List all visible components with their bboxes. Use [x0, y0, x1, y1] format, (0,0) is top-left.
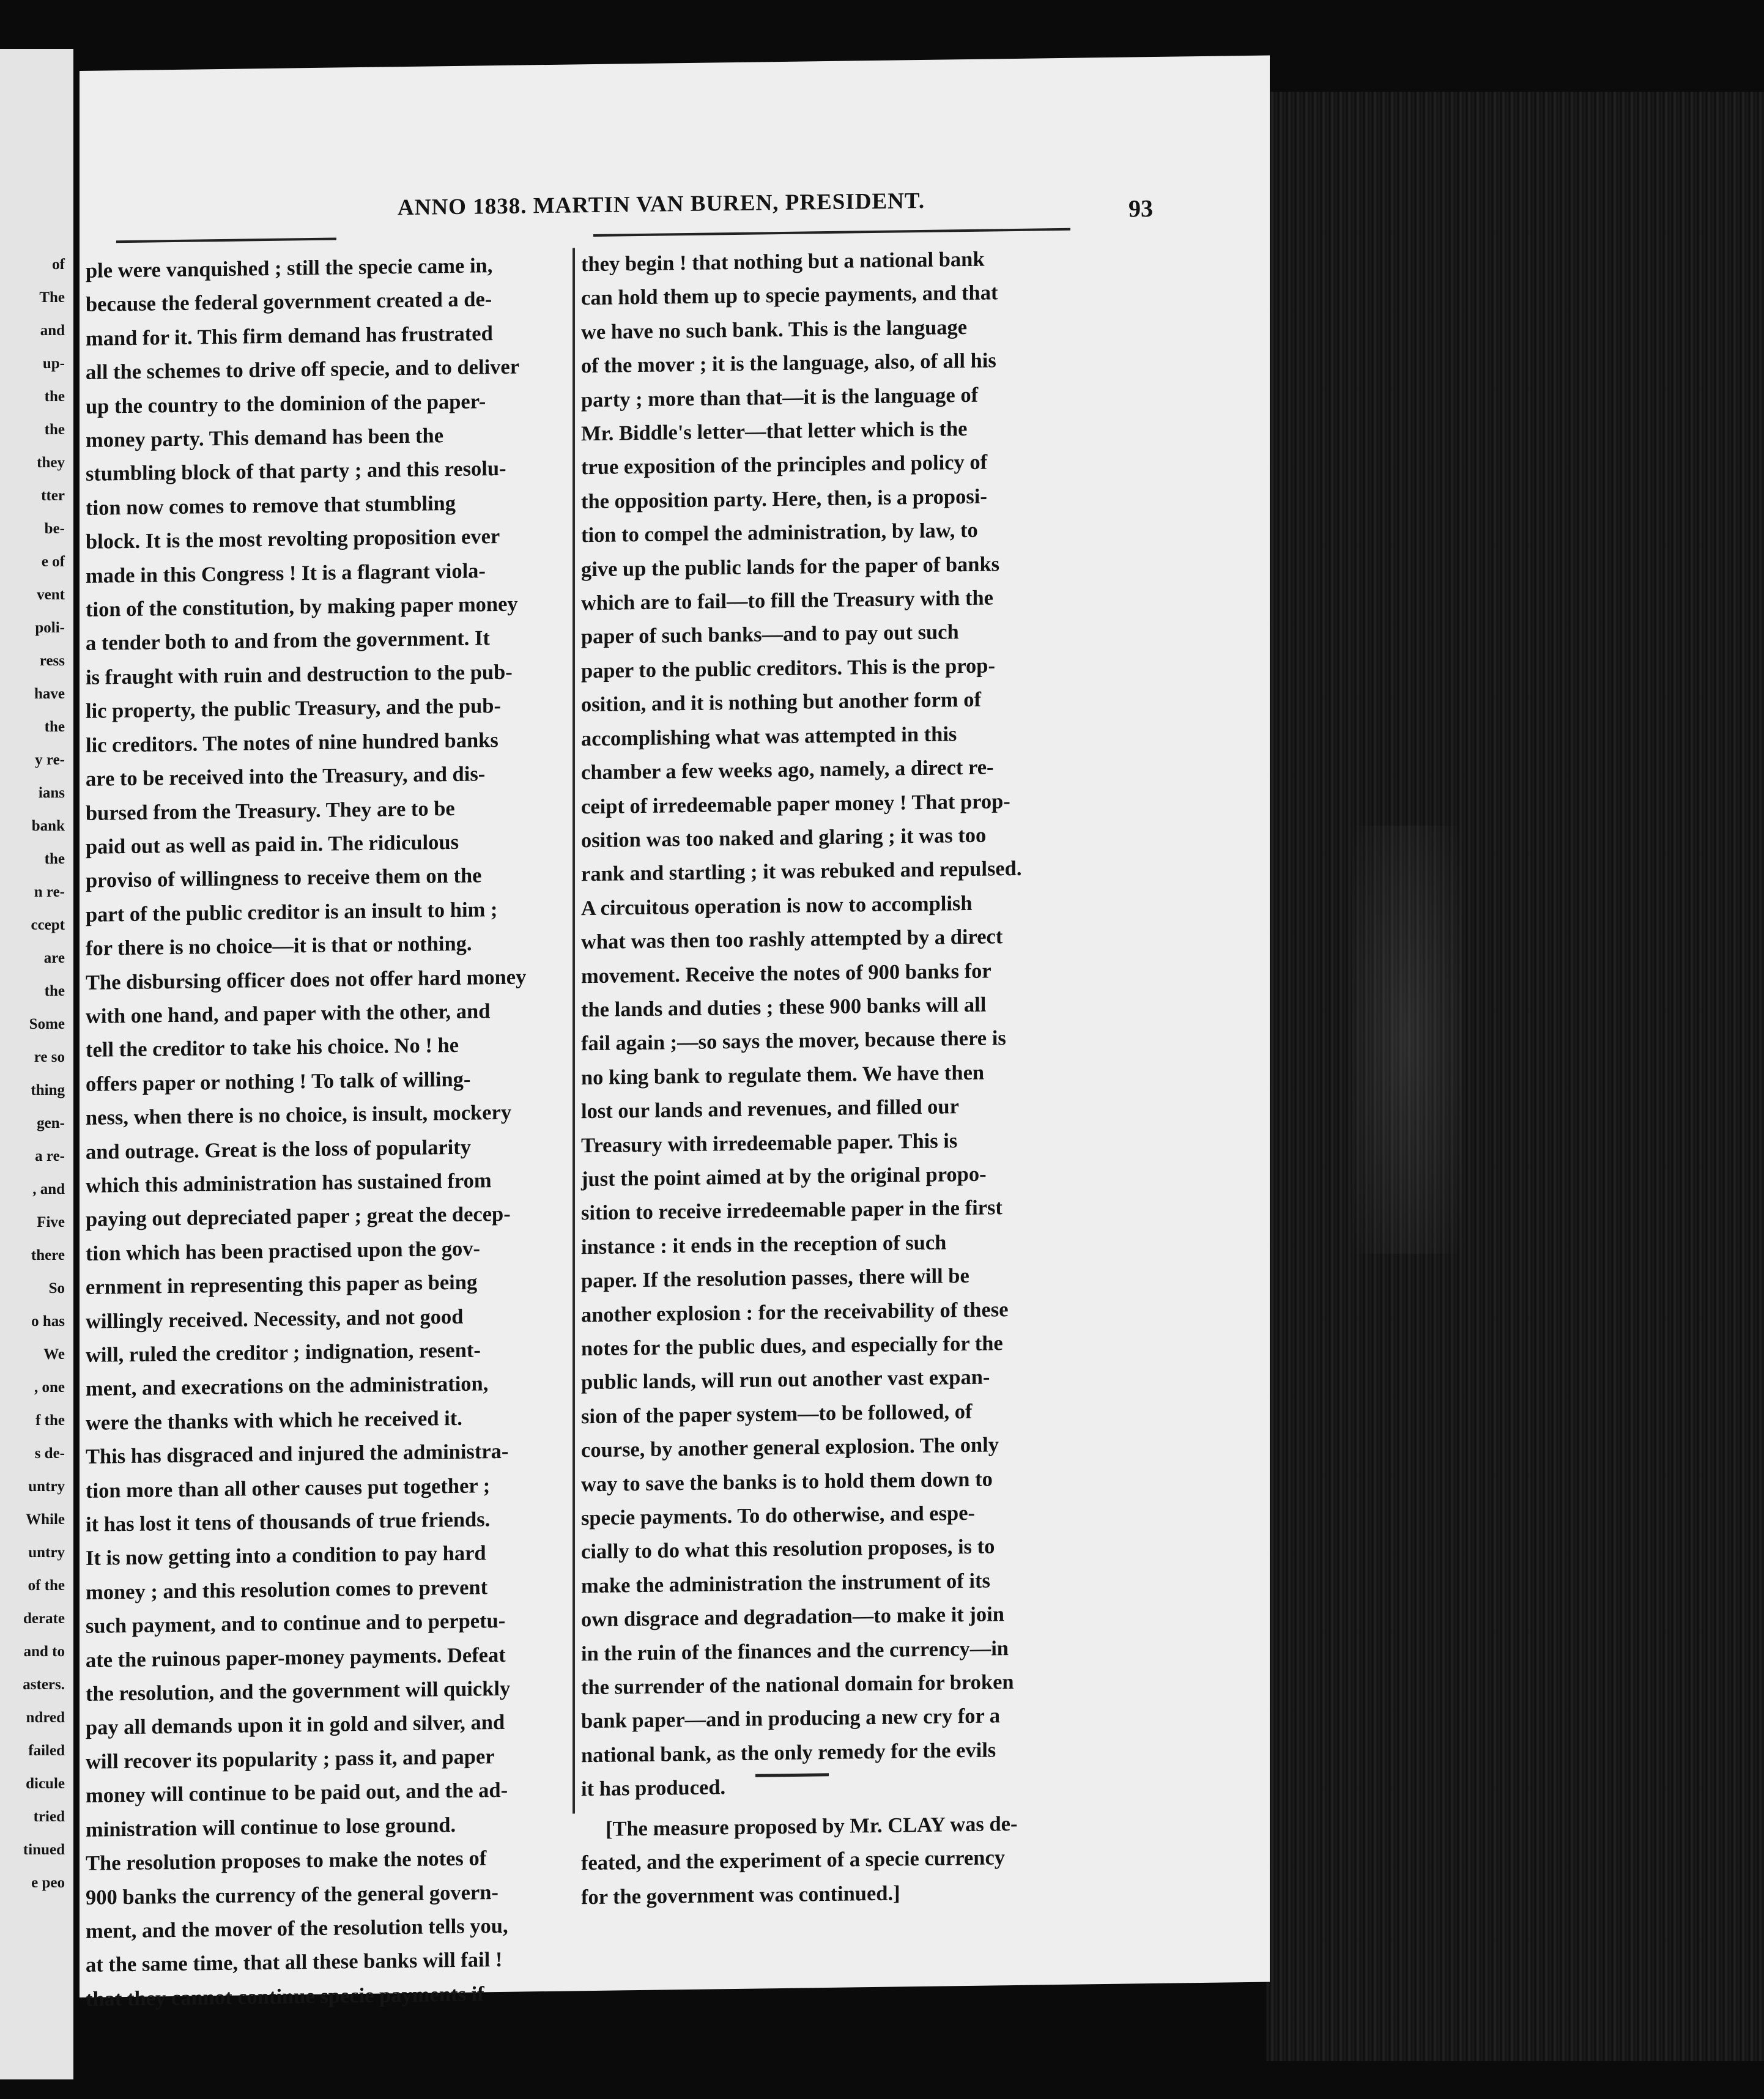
- facing-page-edge: [0, 49, 73, 2079]
- facing-page-fragment: up-: [42, 355, 65, 372]
- left-column-line: up the country to the dominion of the paper-: [86, 389, 486, 418]
- left-column-line: tion which has been practised upon the gov-: [86, 1237, 481, 1265]
- right-column-line: ceipt of irredeemable paper money ! That prop-: [581, 789, 1010, 818]
- facing-page-fragment: and to: [23, 1643, 65, 1660]
- closing-note: [581, 1807, 1064, 1915]
- right-column-line: chamber a few weeks ago, namely, a direct re-: [581, 755, 994, 785]
- facing-page-fragment: and: [40, 322, 65, 339]
- left-column-line: will, ruled the creditor ; indignation, resent-: [86, 1338, 481, 1367]
- right-column-line: give up the public lands for the paper of banks: [581, 552, 1000, 581]
- facing-page-fragment: poli-: [35, 620, 65, 636]
- right-column-line: paper to the public creditors. This is the prop-: [581, 654, 995, 683]
- right-column-line: national bank, as the only remedy for the evils: [581, 1738, 996, 1768]
- left-column-line: money will continue to be paid out, and the ad-: [86, 1779, 508, 1808]
- right-column-line: the surrender of the national domain for broken: [581, 1670, 1014, 1700]
- facing-page-fragment: re so: [34, 1049, 65, 1065]
- right-column-line: Treasury with irredeemable paper. This is: [581, 1128, 958, 1157]
- facing-page-fragment: ians: [38, 785, 65, 801]
- facing-page-fragment: asters.: [23, 1676, 65, 1693]
- left-column-line: ment, and execrations on the administration,: [86, 1372, 489, 1401]
- facing-page-fragment: ccept: [31, 917, 65, 933]
- facing-page-fragment: a re-: [35, 1148, 65, 1164]
- facing-page-fragment: o has: [31, 1313, 65, 1330]
- facing-page-fragment: ndred: [26, 1709, 65, 1726]
- left-column-line: 900 banks the currency of the general govern-: [86, 1880, 498, 1909]
- left-column-line: made in this Congress ! It is a flagrant viola-: [86, 558, 486, 588]
- left-column-line: willingly received. Necessity, and not good: [86, 1305, 464, 1333]
- left-column-line: it has lost it tens of thousands of true friends.: [86, 1508, 491, 1536]
- facing-page-fragment: y re-: [35, 752, 65, 768]
- left-column-line: ministration will continue to lose ground.: [86, 1813, 456, 1842]
- facing-page-fragment: Some: [29, 1016, 65, 1032]
- left-column-line: which this administration has sustained from: [86, 1169, 492, 1198]
- left-column-line: ple were vanquished ; still the specie came in,: [86, 254, 493, 283]
- facing-page-fragment: e peo: [31, 1875, 65, 1891]
- closing-note-line: feated, and the experiment of a specie currency: [581, 1846, 1006, 1875]
- right-column-line: what was then too rashly attempted by a direct: [581, 925, 1003, 954]
- right-column-line: it has produced.: [581, 1775, 726, 1801]
- left-column-line: tell the creditor to take his choice. No ! he: [86, 1034, 459, 1062]
- left-column-line: for there is no choice—it is that or nothing.: [86, 931, 472, 960]
- left-column-line: The disbursing officer does not offer hard money: [86, 964, 527, 994]
- facing-page-fragment: be-: [44, 520, 65, 537]
- column-divider: [573, 248, 575, 1813]
- left-column-line: pay all demands upon it in gold and silver, and: [86, 1711, 505, 1740]
- closing-note-line: [The measure proposed by Mr. CLAY was de-: [606, 1812, 1018, 1841]
- facing-page-fragment: n re-: [34, 884, 65, 900]
- right-column-line: we have no such bank. This is the language: [581, 315, 968, 344]
- left-column-line: tion more than all other causes put together ;: [86, 1473, 491, 1503]
- facing-page-fragment: the: [44, 983, 65, 999]
- facing-page-fragment: there: [31, 1247, 65, 1264]
- header-rule-left: [116, 238, 336, 243]
- left-column-line: money ; and this resolution comes to prevent: [86, 1575, 488, 1604]
- facing-page-fragment: the: [44, 851, 65, 867]
- left-column-line: and outrage. Great is the loss of popularity: [86, 1135, 471, 1164]
- right-column-line: rank and startling ; it was rebuked and repulsed.: [581, 857, 1022, 886]
- facing-page-fragment: gen-: [37, 1115, 65, 1131]
- facing-page-fragment: , one: [34, 1379, 65, 1396]
- left-column-line: were the thanks with which he received it.: [86, 1406, 462, 1435]
- facing-page-fragment: thing: [31, 1082, 65, 1098]
- right-column-line: instance : it ends in the reception of such: [581, 1231, 947, 1259]
- facing-page-fragment: bank: [31, 818, 65, 834]
- right-column-line: party ; more than that—it is the language of: [581, 383, 979, 412]
- right-column-line: specie payments. To do otherwise, and espe-: [581, 1501, 976, 1530]
- left-column-line: tion of the constitution, by making paper money: [86, 592, 518, 621]
- right-column-line: fail again ;—so says the mover, because there is: [581, 1026, 1006, 1056]
- right-column-line: make the administration the instrument of its: [581, 1569, 990, 1598]
- facing-page-fragment: s de-: [34, 1445, 65, 1462]
- left-column-line: that they cannot continue specie payments if: [86, 1982, 484, 2011]
- left-column-line: The resolution proposes to make the notes of: [86, 1846, 487, 1875]
- left-column-line: money party. This demand has been the: [86, 424, 444, 452]
- facing-page-fragment: dicule: [26, 1775, 65, 1792]
- facing-page-fragment: failed: [28, 1742, 65, 1759]
- left-column-line: at the same time, that all these banks will fail !: [86, 1948, 503, 1977]
- left-column-line: lic property, the public Treasury, and the pub-: [86, 694, 501, 724]
- left-column-line: proviso of willingness to receive them on the: [86, 864, 482, 893]
- left-column-line: are to be received into the Treasury, and dis-: [86, 762, 486, 791]
- facing-page-fragment: , and: [32, 1181, 65, 1198]
- right-column-line: course, by another general explosion. The only: [581, 1433, 999, 1462]
- facing-page-fragment: We: [43, 1346, 65, 1363]
- right-column-line: notes for the public dues, and especially for the: [581, 1331, 1003, 1361]
- left-column-line: ment, and the mover of the resolution tells you,: [86, 1914, 508, 1943]
- right-column-line: sition to receive irredeemable paper in the first: [581, 1196, 1002, 1225]
- right-column-line: lost our lands and revenues, and filled our: [581, 1095, 959, 1124]
- facing-page-fragment: e of: [41, 553, 65, 570]
- book-page: [80, 56, 1270, 2011]
- facing-page-fragment: tinued: [23, 1842, 65, 1858]
- right-column-line: osition, and it is nothing but another form of: [581, 687, 982, 717]
- closing-note-line: for the government was continued.]: [581, 1881, 900, 1909]
- right-column-line: osition was too naked and glaring ; it was too: [581, 823, 987, 853]
- right-column: [581, 242, 1064, 1914]
- right-column-line: sion of the paper system—to be followed, of: [581, 1399, 973, 1429]
- left-column-line: ness, when there is no choice, is insult, mockery: [86, 1100, 512, 1130]
- left-column-line: stumbling block of that party ; and this resolu-: [86, 457, 506, 486]
- facing-page-fragment: derate: [23, 1610, 65, 1627]
- facing-page-fragment: the: [44, 421, 65, 438]
- right-column-line: can hold them up to specie payments, and that: [581, 281, 998, 310]
- left-column-line: tion now comes to remove that stumbling: [86, 491, 456, 520]
- right-column-line: which are to fail—to fill the Treasury with the: [581, 586, 993, 615]
- right-column-line: no king bank to regulate them. We have then: [581, 1061, 985, 1090]
- right-column-line: own disgrace and degradation—to make it join: [581, 1602, 1004, 1632]
- right-column-line: A circuitous operation is now to accomplish: [581, 891, 973, 920]
- left-column-line: ate the ruinous paper-money payments. Defeat: [86, 1643, 506, 1672]
- left-column-line: ernment in representing this paper as being: [86, 1270, 478, 1300]
- right-column-line: the opposition party. Here, then, is a proposi-: [581, 484, 987, 514]
- facing-page-fragment: tter: [41, 487, 65, 504]
- facing-page-fragment: Five: [37, 1214, 65, 1231]
- right-column-line: another explosion : for the receivability of these: [581, 1297, 1009, 1327]
- right-column-line: true exposition of the principles and policy of: [581, 451, 988, 479]
- facing-page-fragment: untry: [28, 1544, 65, 1561]
- right-column-line: just the point aimed at by the original propo-: [581, 1162, 987, 1191]
- facing-page-fragment: the: [44, 388, 65, 405]
- facing-page-fragment: of the: [28, 1577, 65, 1594]
- left-column-line: with one hand, and paper with the other, and: [86, 999, 491, 1028]
- right-column-line: movement. Receive the notes of 900 banks for: [581, 959, 991, 988]
- left-column-line: is fraught with ruin and destruction to the pub-: [86, 660, 513, 689]
- left-column-line: paid out as well as paid in. The ridiculous: [86, 830, 459, 859]
- left-column-line: the resolution, and the government will quickly: [86, 1676, 511, 1706]
- right-column-line: the lands and duties ; these 900 banks will all: [581, 993, 987, 1022]
- facing-page-fragment: are: [43, 950, 65, 966]
- left-column-line: offers paper or nothing ! To talk of willing-: [86, 1067, 471, 1096]
- facing-page-fragment: tried: [33, 1808, 65, 1825]
- right-column-line: bank paper—and in producing a new cry for a: [581, 1704, 1001, 1733]
- left-column-line: block. It is the most revolting proposition ever: [86, 525, 500, 554]
- right-column-line: paper. If the resolution passes, there will be: [581, 1264, 969, 1293]
- left-column-line: bursed from the Treasury. They are to be: [86, 796, 455, 825]
- left-column-line: lic creditors. The notes of nine hundred banks: [86, 728, 498, 757]
- left-column-line: part of the public creditor is an insult to him ;: [86, 897, 498, 927]
- left-column-line: This has disgraced and injured the administra-: [86, 1440, 509, 1469]
- left-column-line: It is now getting into a condition to pay hard: [86, 1541, 486, 1571]
- facing-page-fragment: have: [34, 686, 65, 702]
- facing-page-fragment: ress: [39, 653, 65, 669]
- facing-page-fragment: they: [37, 454, 65, 471]
- facing-page-fragment: So: [48, 1280, 65, 1297]
- left-column-line: a tender both to and from the government. It: [86, 626, 490, 656]
- facing-page-fragment: untry: [28, 1478, 65, 1495]
- page-edge-shadow: [1266, 92, 1764, 2061]
- facing-page-fragment: vent: [37, 587, 65, 603]
- page-number: 93: [1128, 194, 1153, 223]
- right-column-line: public lands, will run out another vast expan-: [581, 1365, 990, 1394]
- facing-page-fragment: the: [44, 719, 65, 735]
- left-column-line: will recover its popularity ; pass it, and paper: [86, 1744, 495, 1774]
- right-column-line: cially to do what this resolution proposes, is to: [581, 1534, 995, 1564]
- right-column-line: tion to compel the administration, by law, to: [581, 519, 978, 547]
- right-column-line: accomplishing what was attempted in this: [581, 722, 957, 750]
- left-column-line: all the schemes to drive off specie, and to deliver: [86, 355, 520, 385]
- left-column-line: mand for it. This firm demand has frustrated: [86, 321, 493, 350]
- facing-page-fragment: The: [39, 289, 65, 306]
- facing-page-fragment: While: [26, 1511, 65, 1528]
- running-title: ANNO 1838. MARTIN VAN BUREN, PRESIDENT.: [398, 188, 925, 221]
- right-column-line: paper of such banks—and to pay out such: [581, 620, 959, 649]
- right-column-line: in the ruin of the finances and the currency—in: [581, 1636, 1009, 1665]
- left-column: [86, 248, 563, 2016]
- right-column-line: of the mover ; it is the language, also, of all his: [581, 349, 996, 378]
- header-rule-right: [593, 228, 1070, 237]
- left-column-line: such payment, and to continue and to perpetu-: [86, 1609, 506, 1638]
- right-column-line: they begin ! that nothing but a national bank: [581, 247, 985, 276]
- facing-page-fragment: of: [52, 256, 65, 273]
- right-column-line: Mr. Biddle's letter—that letter which is the: [581, 417, 968, 446]
- left-column-line: paying out depreciated paper ; great the decep-: [86, 1202, 511, 1232]
- left-column-line: because the federal government created a de-: [86, 287, 492, 317]
- facing-page-fragment: f the: [35, 1412, 65, 1429]
- right-column-line: way to save the banks is to hold them down to: [581, 1467, 993, 1496]
